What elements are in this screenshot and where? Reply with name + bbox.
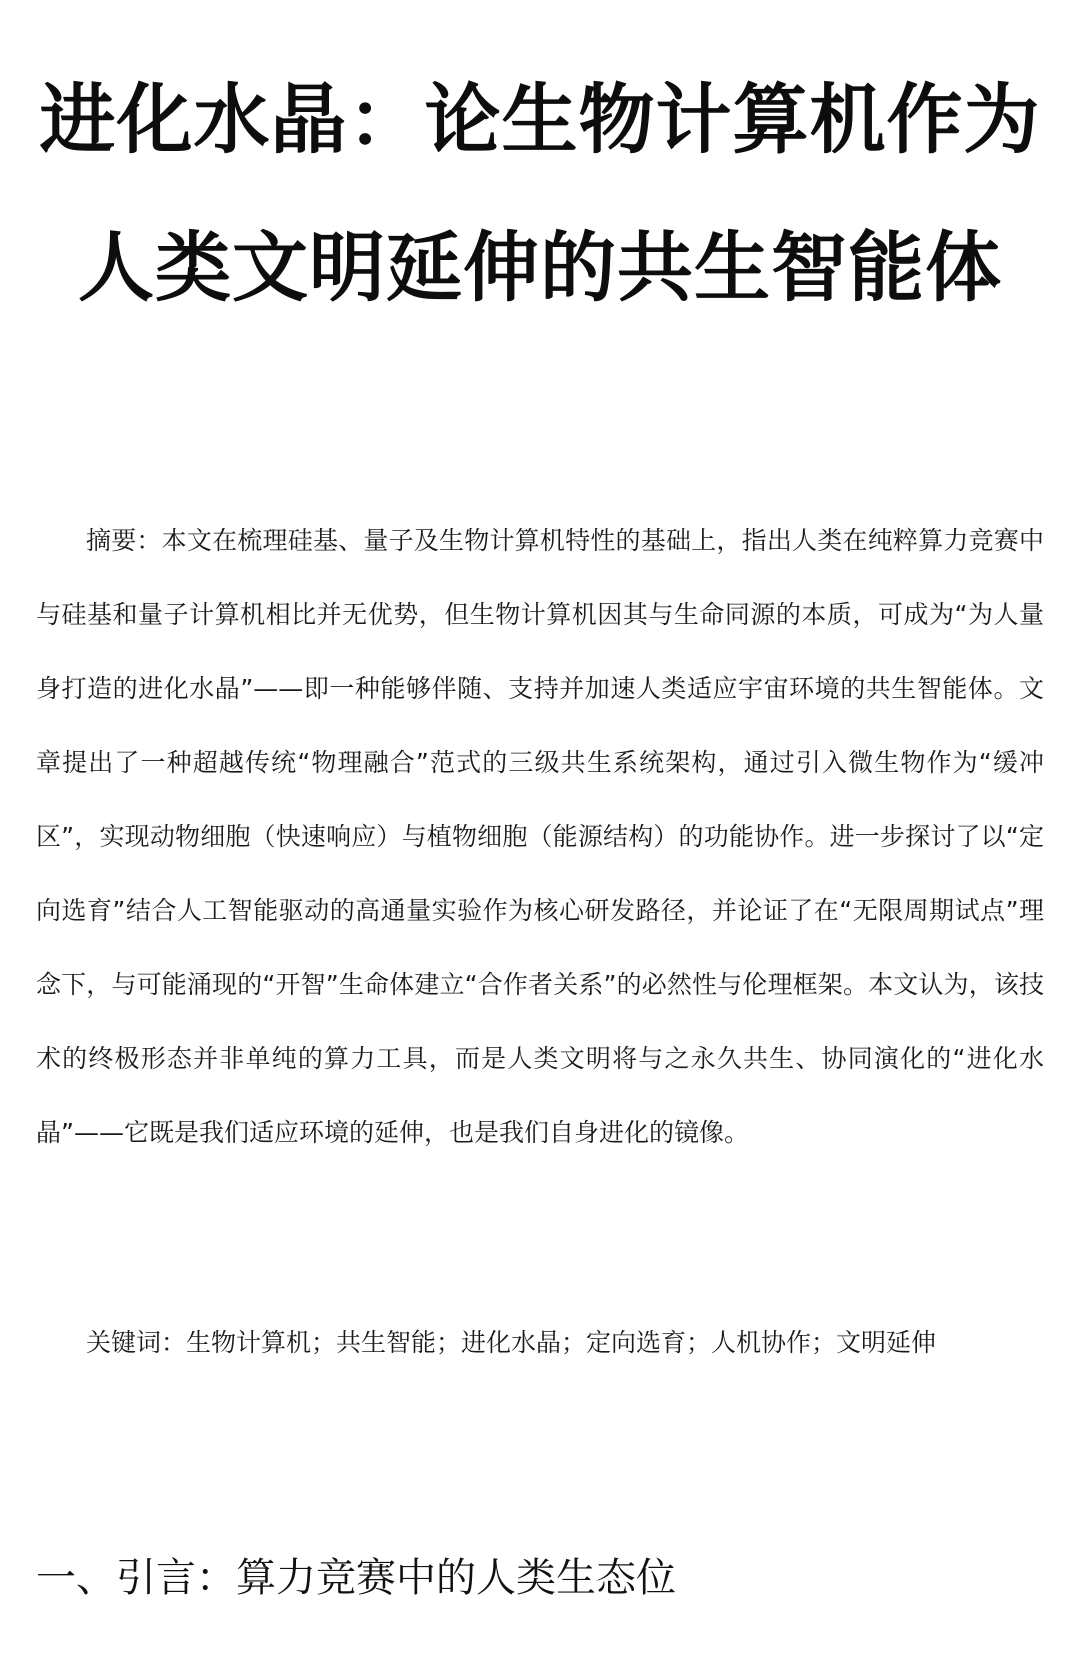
article-title: 进化水晶：论生物计算机作为人类文明延伸的共生智能体 xyxy=(39,75,1041,312)
section-heading-introduction: 一、引言：算力竞赛中的人类生态位 xyxy=(36,1555,676,1601)
keywords-paragraph: 关键词：生物计算机；共生智能；进化水晶；定向选育；人机协作；文明延伸 xyxy=(86,1328,937,1357)
abstract-paragraph: 摘要：本文在梳理硅基、量子及生物计算机特性的基础上，指出人类在纯粹算力竞赛中与硅基和量子计算机相比并无优势，但生物计算机因其与生命同源的本质，可成为“为人量身打造的进化水晶”——即一种能够伴随、支持并加速人类适应宇宙环境的共生智能体。文章提出了一种超越传统“物理融合”范式的三级共生系统架构，通过引入微生物作为“缓冲区”，实现动物细胞（快速响应）与植物细胞（能源结构）的功能协作。进一步探讨了以“定向选育”结合人工智能驱动的高通量实验作为核心研发路径，并论证了在“无限周期试点”理念下，与可能涌现的“开智”生命体建立“合作者关系”的必然性与伦理框架。本文认为，该技术的终极形态并非单纯的算力工具，而是人类文明将与之永久共生、协同演化的“进化水晶”——它既是我们适应环境的延伸，也是我们自身进化的镜像。 xyxy=(36,526,1044,1147)
document-page xyxy=(36,0,1044,1601)
